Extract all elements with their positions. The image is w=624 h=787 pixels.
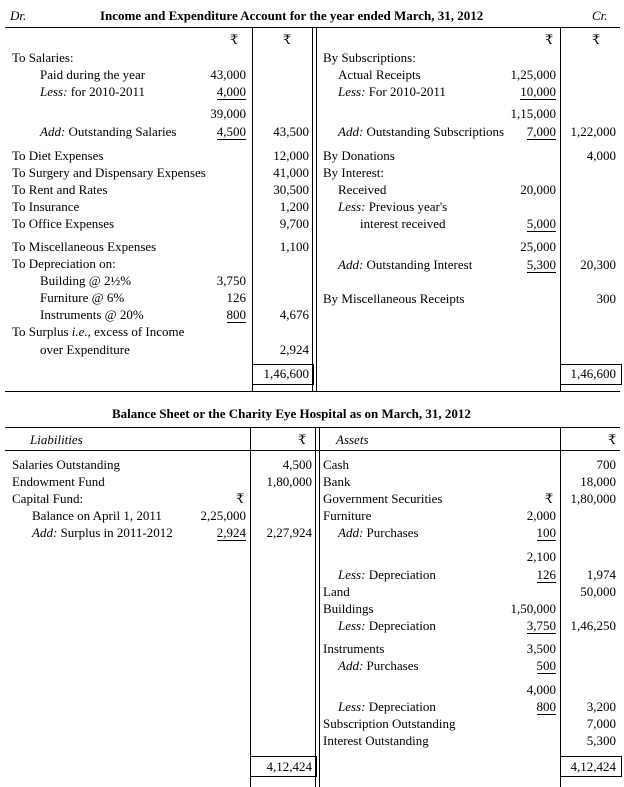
cash-amount: 700	[596, 457, 616, 472]
instruments-dep-value: 800	[536, 699, 556, 714]
surplus-line-1	[12, 324, 184, 339]
misc-amount: 1,100	[279, 239, 309, 254]
bs-header-rule	[5, 450, 620, 451]
ie-center-double-line	[312, 27, 317, 391]
purchases-label: Purchases	[366, 658, 419, 673]
instruments-purchases-amount	[480, 658, 556, 673]
add-label: Add:	[338, 658, 364, 673]
add-label: Add:	[338, 257, 364, 272]
actual-receipts-amount: 1,25,000	[510, 67, 556, 82]
less-label: Less:	[338, 567, 366, 582]
instruments-dep-amount	[480, 699, 556, 714]
furniture-net: 1,974	[586, 567, 616, 582]
add-outstanding-interest	[338, 257, 472, 272]
salaries-outstanding-amount: 4,500	[282, 457, 312, 472]
less-label: Less:	[338, 199, 366, 214]
rupee-sign: ₹	[298, 432, 307, 447]
outstanding-salaries-label: Outstanding Salaries	[68, 124, 177, 139]
rupee-sign: ₹	[545, 32, 554, 47]
for-2010-label: For 2010-2011	[368, 84, 446, 99]
buildings-net: 1,46,250	[570, 618, 616, 633]
outstanding-interest-label: Outstanding Interest	[366, 257, 473, 272]
interest-received-prev: interest received	[360, 216, 446, 231]
less-2010-line	[40, 84, 145, 99]
add-instruments-purchases	[338, 658, 419, 673]
ie-col-line-2	[560, 27, 561, 391]
assets-total: 4,12,424	[570, 759, 616, 774]
endowment-amount: 1,80,000	[266, 474, 312, 489]
subtotal-115000: 1,15,000	[510, 106, 556, 121]
balance-amount: 2,25,000	[200, 508, 246, 523]
interest-received-amount: 20,000	[520, 182, 556, 197]
purchases-label: Purchases	[366, 525, 419, 540]
bank: Bank	[323, 474, 351, 489]
surplus-ie-label: i.e.,	[71, 324, 91, 339]
capital-fund: Capital Fund:	[12, 491, 84, 506]
furniture-purchases-amount	[480, 525, 556, 540]
bs-col-line-2	[560, 427, 561, 787]
govt-securities-amount: 1,80,000	[570, 491, 616, 506]
instruments: Instruments	[323, 641, 385, 656]
salaries-outstanding: Salaries Outstanding	[12, 457, 120, 472]
buildings-dep-amount	[480, 618, 556, 633]
outstanding-subs-amount	[480, 124, 556, 139]
furniture: Furniture	[323, 508, 372, 523]
less-buildings-dep	[338, 618, 436, 633]
insurance: To Insurance	[12, 199, 80, 214]
building-dep: Building @ 2½%	[40, 273, 132, 288]
instruments-net: 3,200	[586, 699, 616, 714]
prev-interest-value: 5,000	[526, 216, 556, 231]
surgery-expenses: To Surgery and Dispensary Expenses	[12, 165, 206, 180]
furniture-amount: 2,000	[526, 508, 556, 523]
add-label: Add:	[40, 124, 66, 139]
outstanding-subs-label: Outstanding Subscriptions	[366, 124, 505, 139]
by-donations: By Donations	[323, 148, 395, 163]
balance-april: Balance on April 1, 2011	[32, 508, 162, 523]
furniture-dep-amount	[480, 567, 556, 582]
instruments-amount: 3,500	[526, 641, 556, 656]
furniture-purchases-value: 100	[536, 525, 556, 540]
surplus-label: Surplus in 2011-2012	[60, 525, 173, 540]
surplus-line-2: over Expenditure	[40, 342, 130, 357]
insurance-amount: 1,200	[279, 199, 309, 214]
office-expenses: To Office Expenses	[12, 216, 115, 231]
furniture-dep-amount: 126	[226, 290, 246, 305]
depreciation-total: 4,676	[279, 307, 309, 322]
office-amount: 9,700	[279, 216, 309, 231]
paid-during-year: Paid during the year	[40, 67, 146, 82]
liabilities-total: 4,12,424	[266, 759, 312, 774]
misc-expenses: To Miscellaneous Expenses	[12, 239, 157, 254]
rent-rates: To Rent and Rates	[12, 182, 108, 197]
depreciation-label: Depreciation	[368, 567, 436, 582]
less-amount	[180, 84, 246, 99]
surplus-value: 2,924	[216, 525, 246, 540]
buildings-amount: 1,50,000	[510, 601, 556, 616]
less-furniture-dep	[338, 567, 436, 582]
rupee-sign: ₹	[230, 32, 239, 47]
buildings: Buildings	[323, 601, 374, 616]
bs-center-double-line	[315, 427, 320, 787]
less-label: Less:	[338, 618, 366, 633]
subscriptions-total: 1,22,000	[570, 124, 616, 139]
prev-interest-amount	[480, 216, 556, 231]
add-label: Add:	[338, 525, 364, 540]
building-dep-amount: 3,750	[216, 273, 246, 288]
rupee-sign: ₹	[545, 491, 554, 506]
depreciation-on: To Depreciation on:	[12, 256, 116, 271]
assets-heading: Assets	[336, 432, 369, 447]
previous-year-label: Previous year's	[368, 199, 448, 214]
outstanding-salaries-value: 4,500	[216, 124, 246, 139]
rupee-sign: ₹	[592, 32, 601, 47]
subtotal-39000: 39,000	[210, 106, 246, 121]
ie-left-total: 1,46,600	[263, 366, 309, 381]
add-surplus	[32, 525, 173, 540]
surplus-amount	[180, 525, 246, 540]
add-label: Add:	[338, 124, 364, 139]
add-outstanding-salaries	[40, 124, 177, 139]
land: Land	[323, 584, 350, 599]
ie-col-line-1	[252, 27, 253, 391]
subscription-outstanding: Subscription Outstanding	[323, 716, 456, 731]
instruments-dep-value: 800	[226, 307, 246, 322]
diet-expenses: To Diet Expenses	[12, 148, 104, 163]
rupee-sign: ₹	[236, 491, 245, 506]
surplus-to-label: To Surplus	[12, 324, 69, 339]
cr-label: Cr.	[592, 8, 608, 23]
surplus-amount: 2,924	[279, 342, 309, 357]
interest-outstanding-amount: 5,300	[586, 733, 616, 748]
interest-total: 20,300	[580, 257, 616, 272]
buildings-dep-value: 3,750	[526, 618, 556, 633]
to-salaries: To Salaries:	[12, 50, 74, 65]
instruments-dep: Instruments @ 20%	[40, 307, 144, 322]
surplus-excess-label: excess of Income	[94, 324, 185, 339]
bs-title: Balance Sheet or the Charity Eye Hospital as on March, 31, 2012	[112, 406, 471, 421]
outstanding-subs-value: 7,000	[526, 124, 556, 139]
dr-label: Dr.	[10, 8, 27, 23]
less-2010-line	[338, 84, 446, 99]
misc-receipts-amount: 300	[596, 291, 616, 306]
ie-right-total: 1,46,600	[570, 366, 616, 381]
cash: Cash	[323, 457, 349, 472]
by-interest: By Interest:	[323, 165, 385, 180]
instruments-dep-amount	[180, 307, 246, 322]
bank-amount: 18,000	[580, 474, 616, 489]
actual-receipts: Actual Receipts	[338, 67, 421, 82]
surgery-amount: 41,000	[273, 165, 309, 180]
capital-fund-total: 2,27,924	[266, 525, 312, 540]
add-furniture-purchases	[338, 525, 419, 540]
depreciation-label: Depreciation	[368, 699, 436, 714]
diet-amount: 12,000	[273, 148, 309, 163]
paid-amount: 43,000	[210, 67, 246, 82]
outstanding-salaries-amount	[180, 124, 246, 139]
by-subscriptions: By Subscriptions:	[323, 50, 416, 65]
subs-less-value: 10,000	[520, 84, 556, 99]
add-label: Add:	[32, 525, 58, 540]
outstanding-interest-amount	[480, 257, 556, 272]
rupee-sign: ₹	[608, 432, 617, 447]
donations-amount: 4,000	[586, 148, 616, 163]
interest-outstanding: Interest Outstanding	[323, 733, 429, 748]
less-instruments-dep	[338, 699, 436, 714]
bs-col-line-1	[250, 427, 251, 787]
instruments-purchases-value: 500	[536, 658, 556, 673]
for-2010-label: for 2010-2011	[70, 84, 145, 99]
less-label: Less:	[338, 84, 366, 99]
bs-top-rule	[5, 427, 620, 428]
furniture-dep: Furniture @ 6%	[40, 290, 125, 305]
less-previous-year	[338, 199, 447, 214]
rupee-sign: ₹	[283, 32, 292, 47]
endowment-fund: Endowment Fund	[12, 474, 105, 489]
subs-less-amount	[480, 84, 556, 99]
ie-title: Income and Expenditure Account for the year ended March, 31, 2012	[100, 8, 484, 23]
interest-received: Received	[338, 182, 387, 197]
misc-receipts: By Miscellaneous Receipts	[323, 291, 465, 306]
subtotal-25000: 25,000	[520, 239, 556, 254]
rent-amount: 30,500	[273, 182, 309, 197]
depreciation-label: Depreciation	[368, 618, 436, 633]
less-amount-value: 4,000	[216, 84, 246, 99]
instruments-subtotal: 4,000	[526, 682, 556, 697]
furniture-subtotal: 2,100	[526, 549, 556, 564]
salaries-total: 43,500	[273, 124, 309, 139]
govt-securities: Government Securities	[323, 491, 443, 506]
land-amount: 50,000	[580, 584, 616, 599]
liabilities-heading: Liabilities	[30, 432, 83, 447]
ie-bottom-rule	[5, 391, 620, 392]
less-label: Less:	[338, 699, 366, 714]
less-label: Less:	[40, 84, 68, 99]
outstanding-interest-value: 5,300	[526, 257, 556, 272]
furniture-dep-value: 126	[536, 567, 556, 582]
subscription-outstanding-amount: 7,000	[586, 716, 616, 731]
